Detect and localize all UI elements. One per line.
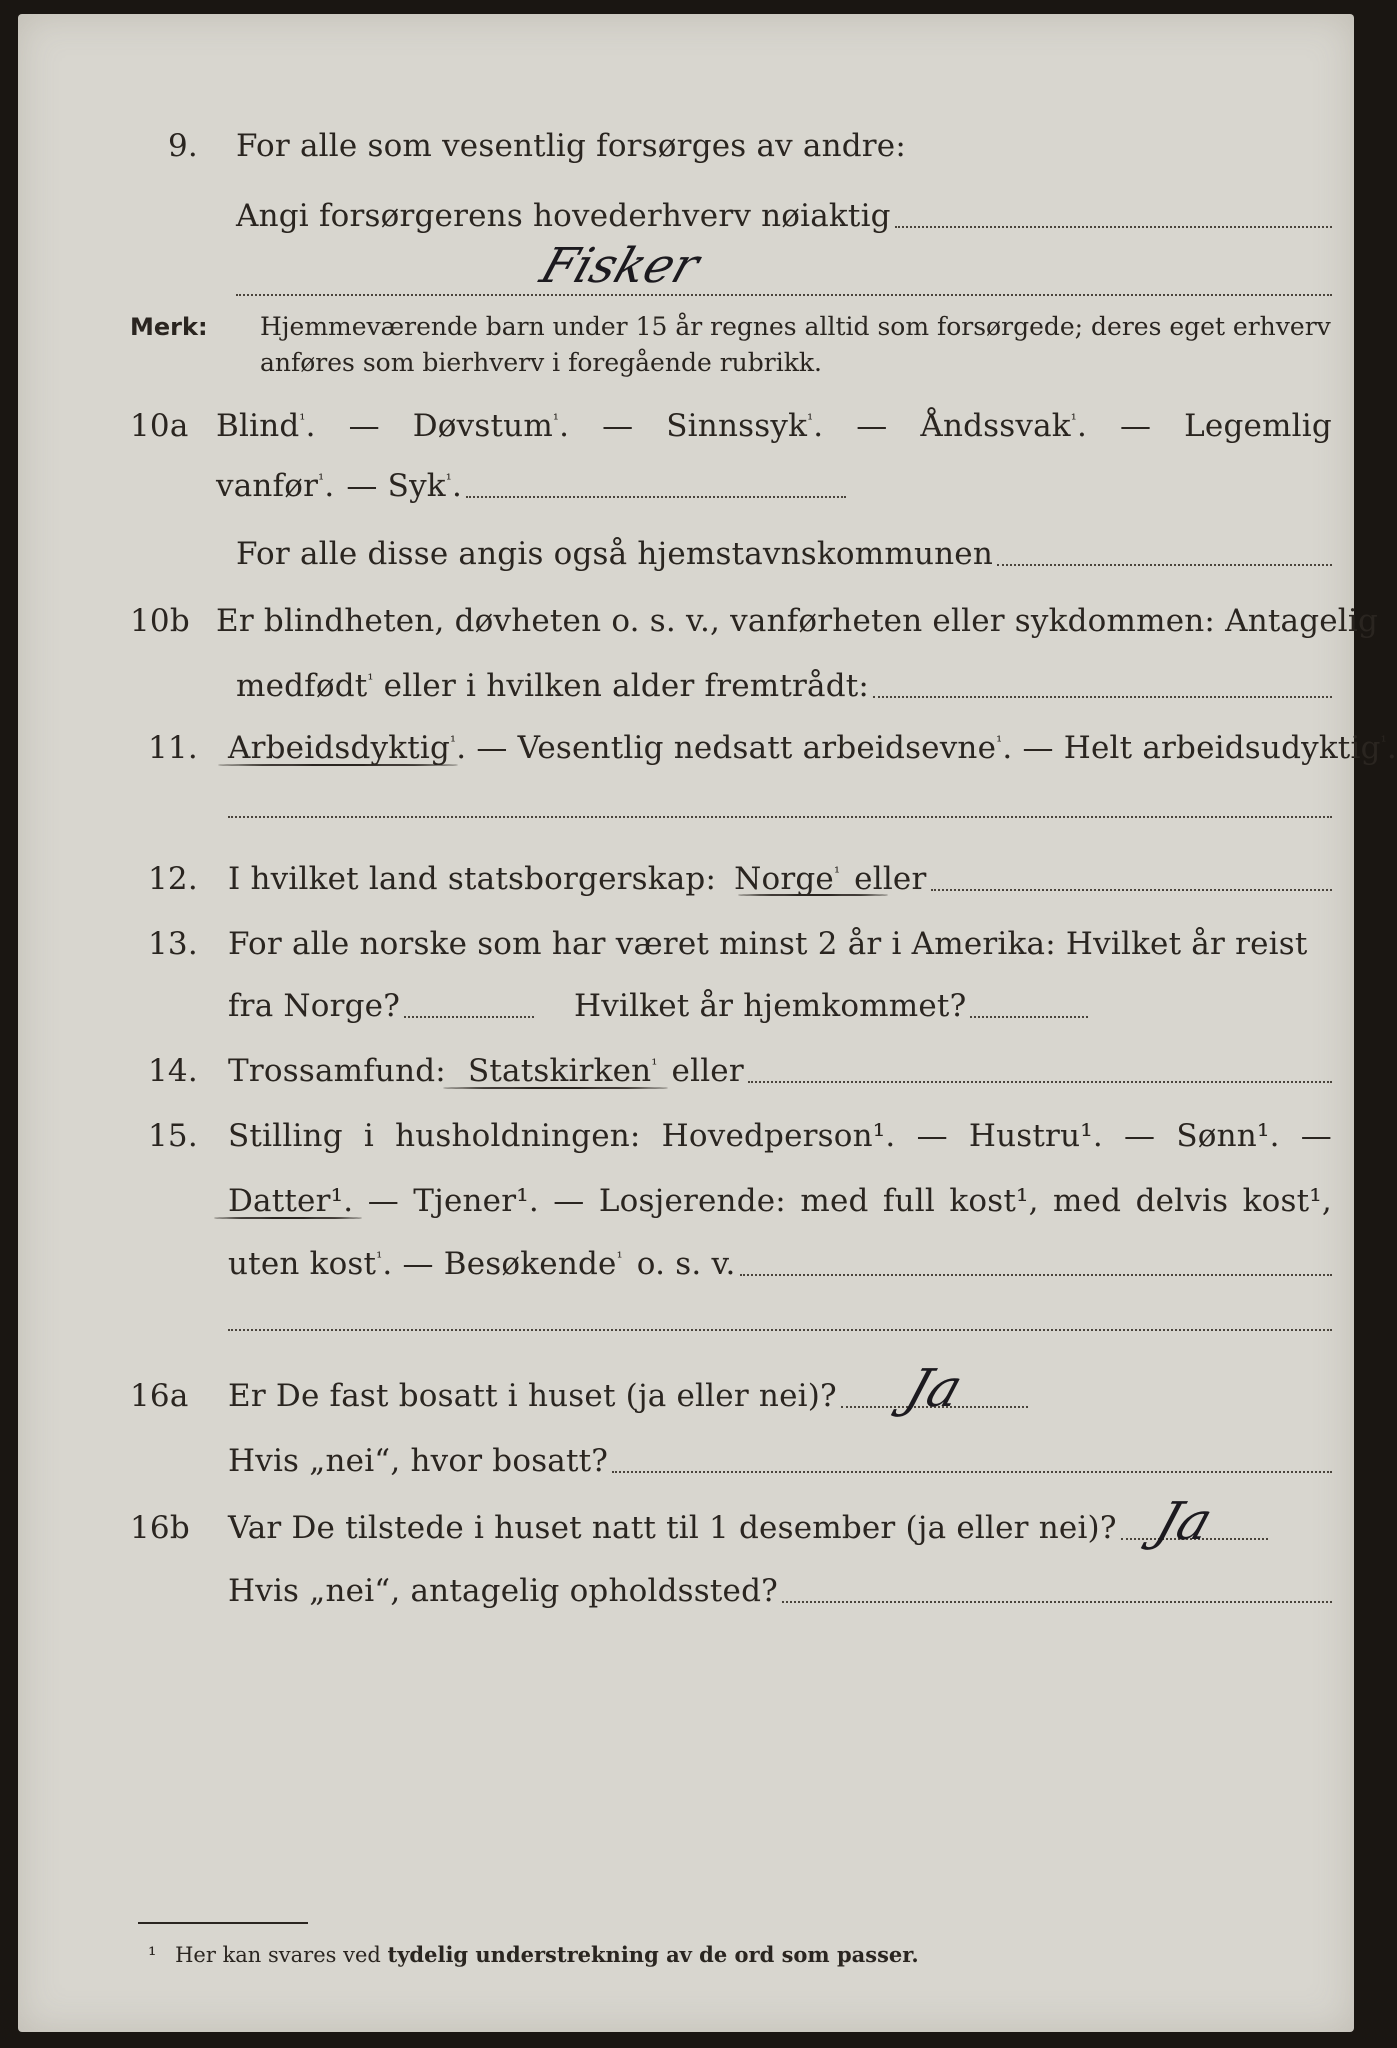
q11-underline-mark bbox=[218, 764, 458, 766]
q12-row bbox=[18, 857, 1354, 897]
q10a-number: 10a bbox=[130, 408, 189, 444]
q10a-legemlig: Legemlig bbox=[1184, 408, 1332, 444]
q16a-hvor-line bbox=[612, 1471, 1332, 1473]
q10a-andssvak: Åndssvak$^{^1}$. bbox=[920, 408, 1088, 444]
q16a-number: 16a bbox=[130, 1378, 189, 1414]
q14-statskirken: Statskirken$^{^1}$ bbox=[467, 1053, 658, 1089]
q13-line1: For alle norske som har været minst 2 år i Amerika: Hvilket år reist bbox=[228, 926, 1308, 962]
q9-line2: Angi forsørgerens hovederhverv nøiaktig bbox=[236, 198, 891, 234]
q15-osv: o. s. v. bbox=[636, 1246, 736, 1282]
q16a-row-1 bbox=[18, 1374, 1354, 1414]
q16a-question: Er De fast bosatt i huset (ja eller nei)? bbox=[228, 1378, 837, 1414]
merk-line1: Hjemmeværende barn under 15 år regnes alltid som forsørgede; deres eget erhverv bbox=[260, 312, 1331, 341]
q9-line2-wrap bbox=[236, 198, 1332, 234]
q10a-row-1 bbox=[18, 404, 1354, 444]
q15-number: 15. bbox=[148, 1118, 198, 1154]
q10a-row-2 bbox=[18, 464, 1354, 504]
q13-reist-line bbox=[404, 1016, 534, 1018]
q9-row-2 bbox=[18, 194, 1354, 234]
q15-underline-mark bbox=[214, 1217, 362, 1219]
q10a-syk-line bbox=[466, 496, 846, 498]
q12-number: 12. bbox=[148, 861, 198, 897]
merk-label: Merk: bbox=[130, 313, 208, 341]
q10a-hjemstavn: For alle disse angis også hjemstavnskommunen bbox=[236, 536, 993, 572]
q15-line1: Stilling i husholdningen: Hovedperson¹. — Hustru¹. — Sønn¹. — bbox=[228, 1118, 1332, 1154]
q15-row-2 bbox=[18, 1179, 1354, 1219]
footnote-bold: tydelig understrekning av de ord som passer. bbox=[387, 1942, 919, 1967]
q10a-vanfor: vanfør$^{^1}$. bbox=[216, 468, 335, 504]
q10a-sinnssyk: Sinnssyk$^{^1}$. bbox=[666, 408, 824, 444]
q12-eller: eller bbox=[854, 861, 927, 897]
q16b-number: 16b bbox=[130, 1510, 190, 1546]
q10a-blind: Blind$^{^1}$. bbox=[216, 408, 316, 444]
merk-note bbox=[130, 312, 1331, 377]
q15-uten-kost: uten kost$^{^1}$ bbox=[228, 1246, 383, 1282]
q16b-question: Var De tilstede i huset natt til 1 desember (ja eller nei)? bbox=[228, 1510, 1117, 1546]
q10b-answer-line bbox=[873, 696, 1332, 698]
footnote-rule bbox=[138, 1922, 308, 1924]
footnote-text: Her kan svares ved bbox=[175, 1943, 381, 1967]
q12-answer-line bbox=[931, 889, 1333, 891]
q9-handwritten-answer: Fisker bbox=[533, 238, 706, 294]
q12-question: I hvilket land statsborgerskap: bbox=[228, 861, 717, 897]
q16b-opholdssted: Hvis „nei“, antagelig opholdssted? bbox=[228, 1573, 778, 1609]
q9-answer-line-2 bbox=[236, 294, 1332, 296]
q14-row bbox=[18, 1049, 1354, 1089]
q10b-number: 10b bbox=[130, 603, 190, 639]
q16a-hvor-bosatt: Hvis „nei“, hvor bosatt? bbox=[228, 1443, 609, 1479]
q15-row-3 bbox=[18, 1242, 1354, 1282]
q11-row bbox=[18, 726, 1397, 766]
q12-norge: Norge$^{^1}$ bbox=[734, 861, 841, 897]
q10a-syk: — Syk$^{^1}$. bbox=[346, 468, 463, 504]
q15-answer-line-2 bbox=[228, 1329, 1332, 1331]
q14-answer-line bbox=[748, 1081, 1332, 1083]
q10a-row-3 bbox=[18, 532, 1354, 572]
q16a-handwritten-answer: Ja bbox=[898, 1359, 970, 1419]
q11-udyktig: . — Helt arbeidsudyktig$^{^1}$. bbox=[1002, 730, 1397, 766]
q13-row-1 bbox=[18, 922, 1354, 962]
q10a-hjemstavn-line bbox=[997, 564, 1332, 566]
q10b-row-2 bbox=[18, 664, 1354, 704]
census-form-page bbox=[18, 14, 1397, 2032]
q16a-row-2 bbox=[18, 1439, 1354, 1479]
q9-number: 9. bbox=[168, 128, 198, 164]
q10a-items: Blind$^{^1}$. — Døvstum$^{^1}$. — Sinnssyk$^{^1}$. — Åndssvak$^{^1}$. — Legemlig bbox=[216, 408, 1332, 444]
q16b-row-2 bbox=[18, 1569, 1354, 1609]
q13-hjemkommet-line bbox=[970, 1016, 1088, 1018]
q14-trossamfund: Trossamfund: bbox=[228, 1053, 446, 1089]
q16b-handwritten-answer: Ja bbox=[1148, 1492, 1220, 1552]
q13-reist: fra Norge? bbox=[228, 988, 401, 1024]
q15-besokende: . — Besøkende$^{^1}$ bbox=[382, 1246, 623, 1282]
q14-underline-mark bbox=[443, 1087, 668, 1089]
q11-answer-line bbox=[228, 816, 1332, 818]
q9-row-1 bbox=[18, 124, 1354, 164]
q13-number: 13. bbox=[148, 926, 198, 962]
q12-underline-mark bbox=[738, 894, 888, 896]
footnote bbox=[148, 1942, 919, 1967]
q15-line2: Datter¹. — Tjener¹. — Losjerende: med full kost¹, med delvis kost¹, bbox=[228, 1183, 1332, 1219]
q10b-medfodt: medfødt$^{^1}$ bbox=[236, 668, 374, 704]
q11-nedsatt: . — Vesentlig nedsatt arbeidsevne$^{^1}$ bbox=[456, 730, 1003, 766]
q10b-row-1 bbox=[18, 599, 1379, 639]
q10b-line1: Er blindheten, døvheten o. s. v., vanførheten eller sykdommen: Antagelig bbox=[216, 603, 1379, 639]
q14-eller: eller bbox=[671, 1053, 744, 1089]
footnote-mark: ¹ bbox=[148, 1943, 157, 1967]
q11-arbeidsdyktig: Arbeidsdyktig$^{^1}$ bbox=[228, 730, 457, 766]
q13-row-2 bbox=[18, 984, 1354, 1024]
q15-answer-line bbox=[740, 1274, 1332, 1276]
q9-line1: For alle som vesentlig forsørges av andre: bbox=[236, 128, 906, 164]
q10b-alder: eller i hvilken alder fremtrådt: bbox=[383, 668, 870, 704]
q11-number: 11. bbox=[148, 730, 198, 766]
q10a-dovstum: Døvstum$^{^1}$. bbox=[412, 408, 570, 444]
q13-hjemkommet: Hvilket år hjemkommet? bbox=[574, 988, 967, 1024]
q15-row-1 bbox=[18, 1114, 1354, 1154]
merk-line2: anføres som bierhverv i foregående rubrikk. bbox=[260, 348, 822, 377]
q16b-opholdssted-line bbox=[782, 1601, 1332, 1603]
q14-number: 14. bbox=[148, 1053, 198, 1089]
q9-answer-line bbox=[895, 226, 1332, 228]
